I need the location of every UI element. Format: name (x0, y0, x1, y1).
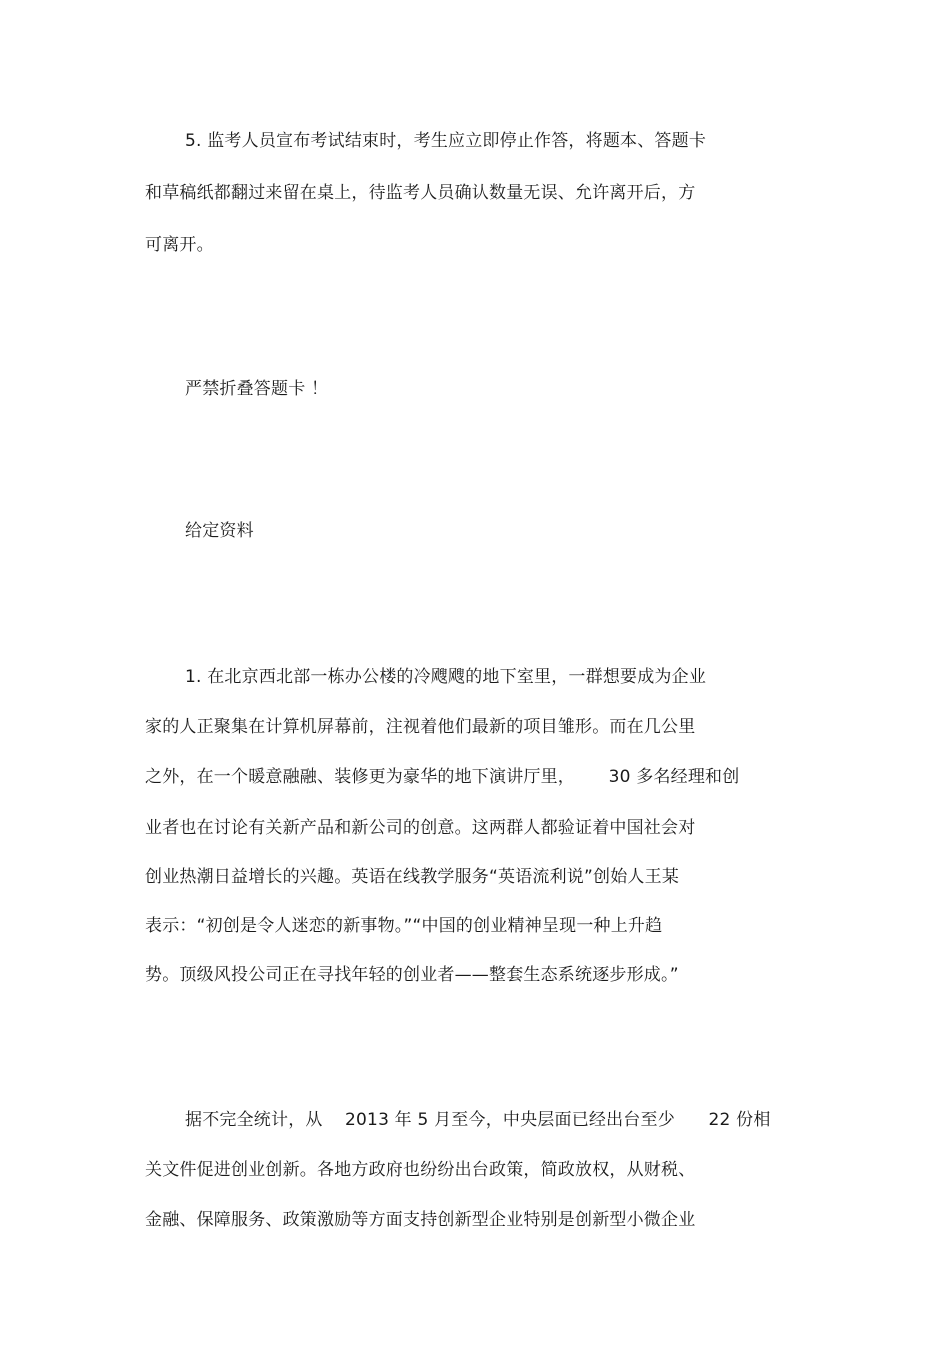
paragraph1-line2: 家的人正聚集在计算机屏幕前，注视着他们最新的项目雏形。而在几公里 (145, 717, 696, 737)
paragraph1-line4: 业者也在讨论有关新产品和新公司的创意。这两群人都验证着中国社会对 (145, 818, 696, 838)
instruction-item5-line3: 可离开。 (145, 235, 214, 255)
paragraph1-line5: 创业热潮日益增长的兴趣。英语在线教学服务“英语流利说”创始人王某 (145, 867, 680, 887)
instruction-item5-line1: 5. 监考人员宣布考试结束时，考生应立即停止作答，将题本、答题卡 (185, 131, 707, 151)
paragraph1-line6: 表示：“初创是令人迷恋的新事物。”“中国的创业精神呈现一种上升趋 (145, 916, 663, 936)
paragraph2-line2: 关文件促进创业创新。各地方政府也纷纷出台政策，简政放权，从财税、 (145, 1160, 696, 1180)
paragraph2-line3: 金融、保障服务、政策激励等方面支持创新型企业特别是创新型小微企业 (145, 1210, 696, 1230)
instruction-item5-line2: 和草稿纸都翻过来留在桌上，待监考人员确认数量无误、允许离开后，方 (145, 183, 696, 203)
paragraph1-line1: 1. 在北京西北部一栋办公楼的冷飕飕的地下室里，一群想要成为企业 (185, 667, 707, 687)
paragraph1-line3: 之外，在一个暖意融融、装修更为豪华的地下演讲厅里， 30 多名经理和创 (145, 767, 740, 787)
warning-text: 严禁折叠答题卡 ！ (185, 379, 329, 399)
material-heading: 给定资料 (185, 521, 254, 541)
paragraph2-line1: 据不完全统计，从 2013 年 5 月至今，中央层面已经出台至少 22 份相 (185, 1110, 771, 1130)
paragraph1-line7: 势。顶级风投公司正在寻找年轻的创业者——整套生态系统逐步形成。” (145, 965, 679, 985)
